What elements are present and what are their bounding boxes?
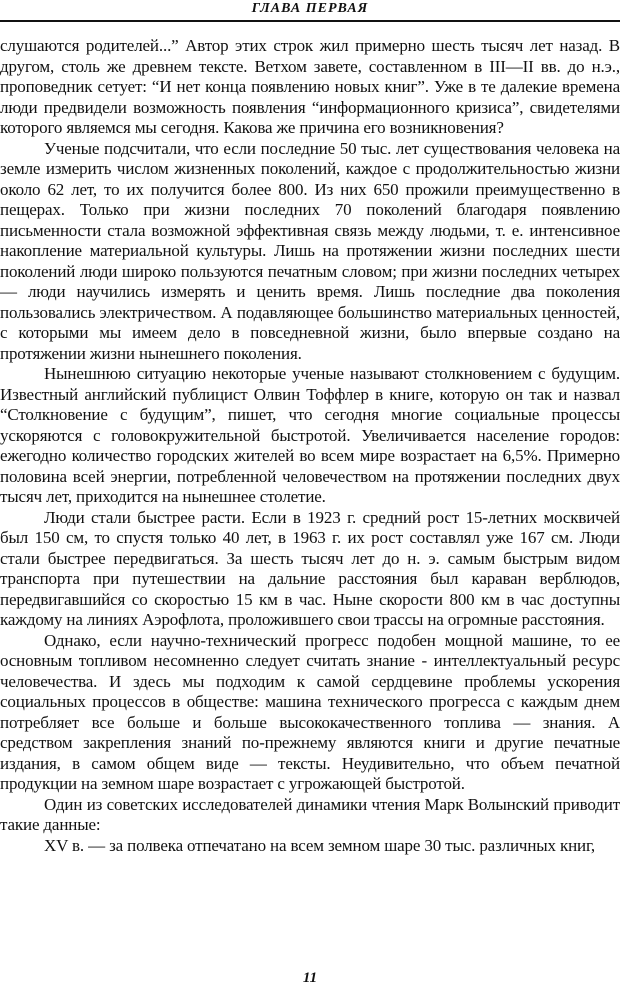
paragraph-3: Нынешнюю ситуацию некоторые ученые называют столкновением с будущим. Известный английский публицист Олвин Тоффлер в книге, которую он так и назвал “Столкновение с будущим”, пишет, что сегодня многие социальные процессы ускоряются с головокружительной быстротой. Увеличивается население городов: ежегодно количество городских жителей во всем мире возрастает на 6,5%. Примерно половина всей энергии, потребленной человечеством на протяжении последних двух тысяч лет, приходится на нынешнее столетие.	[0, 364, 620, 506]
running-head: ГЛАВА ПЕРВАЯ	[251, 1, 369, 16]
paragraph-5: Однако, если научно-технический прогресс подобен мощной машине, то ее основным топливом несомненно следует считать знание - интеллектуальный ресурс человечества. И здесь мы подходим к самой сердцевине проблемы ускорения социальных процессов в обществе: машина технического прогресса с каждым днем потребляет все больше и больше высококачественного топлива — знания. А средством закрепления знаний по-прежнему являются книги и другие печатные издания, в самом общем виде — тексты. Неудивительно, что объем печатной продукции на земном шаре возрастает с угрожающей быстротой.	[0, 630, 620, 793]
paragraph-7: XV в. — за полвека отпечатано на всем земном шаре 30 тыс. различных книг,	[44, 835, 595, 855]
paragraph-1: слушаются родителей...” Автор этих строк жил примерно шесть тысяч лет назад. В другом, столь же древнем тексте. Ветхом завете, составленном в III—II вв. до н.э., проповедник сетует: “И нет конца появлению новых книг”. Уже в те далекие времена люди предвидели возможность появления “информационного кризиса”, свидетелями которого являемся мы сегодня. Какова же причина его возникновения?	[0, 36, 620, 137]
page-header	[0, 0, 620, 22]
paragraph-6: Один из советских исследователей динамики чтения Марк Волынский приводит такие данные:	[0, 794, 620, 834]
header-rule	[0, 20, 620, 22]
paragraph-2: Ученые подсчитали, что если последние 50 тыс. лет существования человека на земле измерить числом жизненных поколений, каждое с продолжительностью жизни около 62 лет, то их получится более 800. Из них 650 прожили преимущественно в пещерах. Только при жизни последних 70 поколений благодаря появлению письменности стала возможной эффективная связь между людьми, т. е. интенсивное накопление материальной культуры. Лишь на протяжении жизни последних шести поколений люди широко пользуются печатным словом; при жизни последних четырех — люди научились измерять и ценить время. Лишь последние два поколения пользовались электричеством. А подавляющее большинство материальных ценностей, с которыми мы имеем дело в повседневной жизни, было впервые создано на протяжении жизни нынешнего поколения.	[0, 138, 620, 363]
body-text	[0, 36, 620, 856]
page-number: 11	[302, 970, 318, 986]
paragraph-4: Люди стали быстрее расти. Если в 1923 г. средний рост 15-летних москвичей был 150 см, то спустя только 40 лет, в 1963 г. их рост составлял уже 167 см. Люди стали быстрее передвигаться. За шесть тысяч лет до н. э. самым быстрым видом транспорта при путешествии на дальние расстояния был караван верблюдов, передвигавшийся со скоростью 15 км в час. Ныне скорости 800 км в час доступны каждому на линиях Аэрофлота, проложившего свои трассы на огромные расстояния.	[0, 507, 620, 629]
